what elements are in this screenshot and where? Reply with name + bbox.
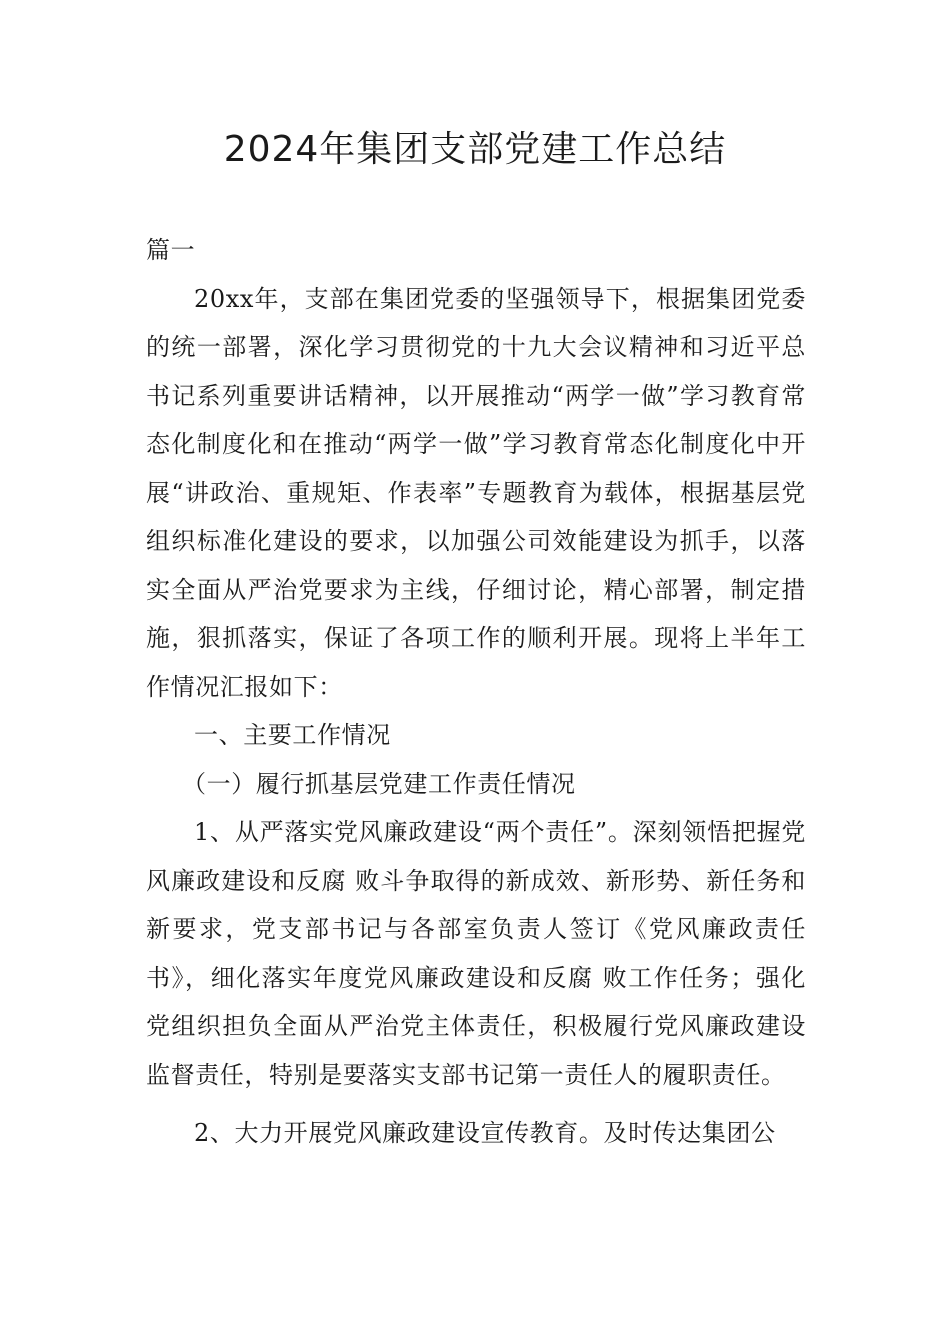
paragraph-item-2: 2、大力开展党风廉政建设宣传教育。及时传达集团公 (194, 1119, 776, 1147)
heading-main-work: 一、主要工作情况 (194, 721, 391, 749)
paragraph-item-1: 1、从严落实党风廉政建设“两个责任”。深刻领悟把握党风廉政建设和反腐 败斗争取得的新成效、新形势、新任务和新要求，党支部书记与各部室负责人签订《党风廉政责任书》，细化落实年度党风廉政建设和反腐 败工作任务；强化党组织担负全面从严治党主体责任，积极履行党风廉政建设监督责任，特别是要落实支部书记第一责任人的履职责任。 (146, 818, 806, 1089)
paragraph-gap (146, 1099, 806, 1109)
document-title: 2024年集团支部党建工作总结 (223, 129, 727, 170)
heading-subsection-1: （一）履行抓基层党建工作责任情况 (182, 769, 576, 798)
section-label: 篇一 (146, 236, 196, 264)
paragraph-intro: 20xx年，支部在集团党委的坚强领导下，根据集团党委的统一部署，深化学习贯彻党的十九大会议精神和习近平总书记系列重要讲话精神，以开展推动“两学一做”学习教育常态化制度化和在推动“两学一做”学习教育常态化制度化中开展“讲政治、重规矩、作表率”专题教育为载体，根据基层党组织标准化建设的要求，以加强公司效能建设为抓手，以落实全面从严治党要求为主线，仔细讨论，精心部署，制定措施，狠抓落实，保证了各项工作的顺利开展。现将上半年工作情况汇报如下： (146, 284, 806, 701)
document-body (146, 226, 806, 1158)
